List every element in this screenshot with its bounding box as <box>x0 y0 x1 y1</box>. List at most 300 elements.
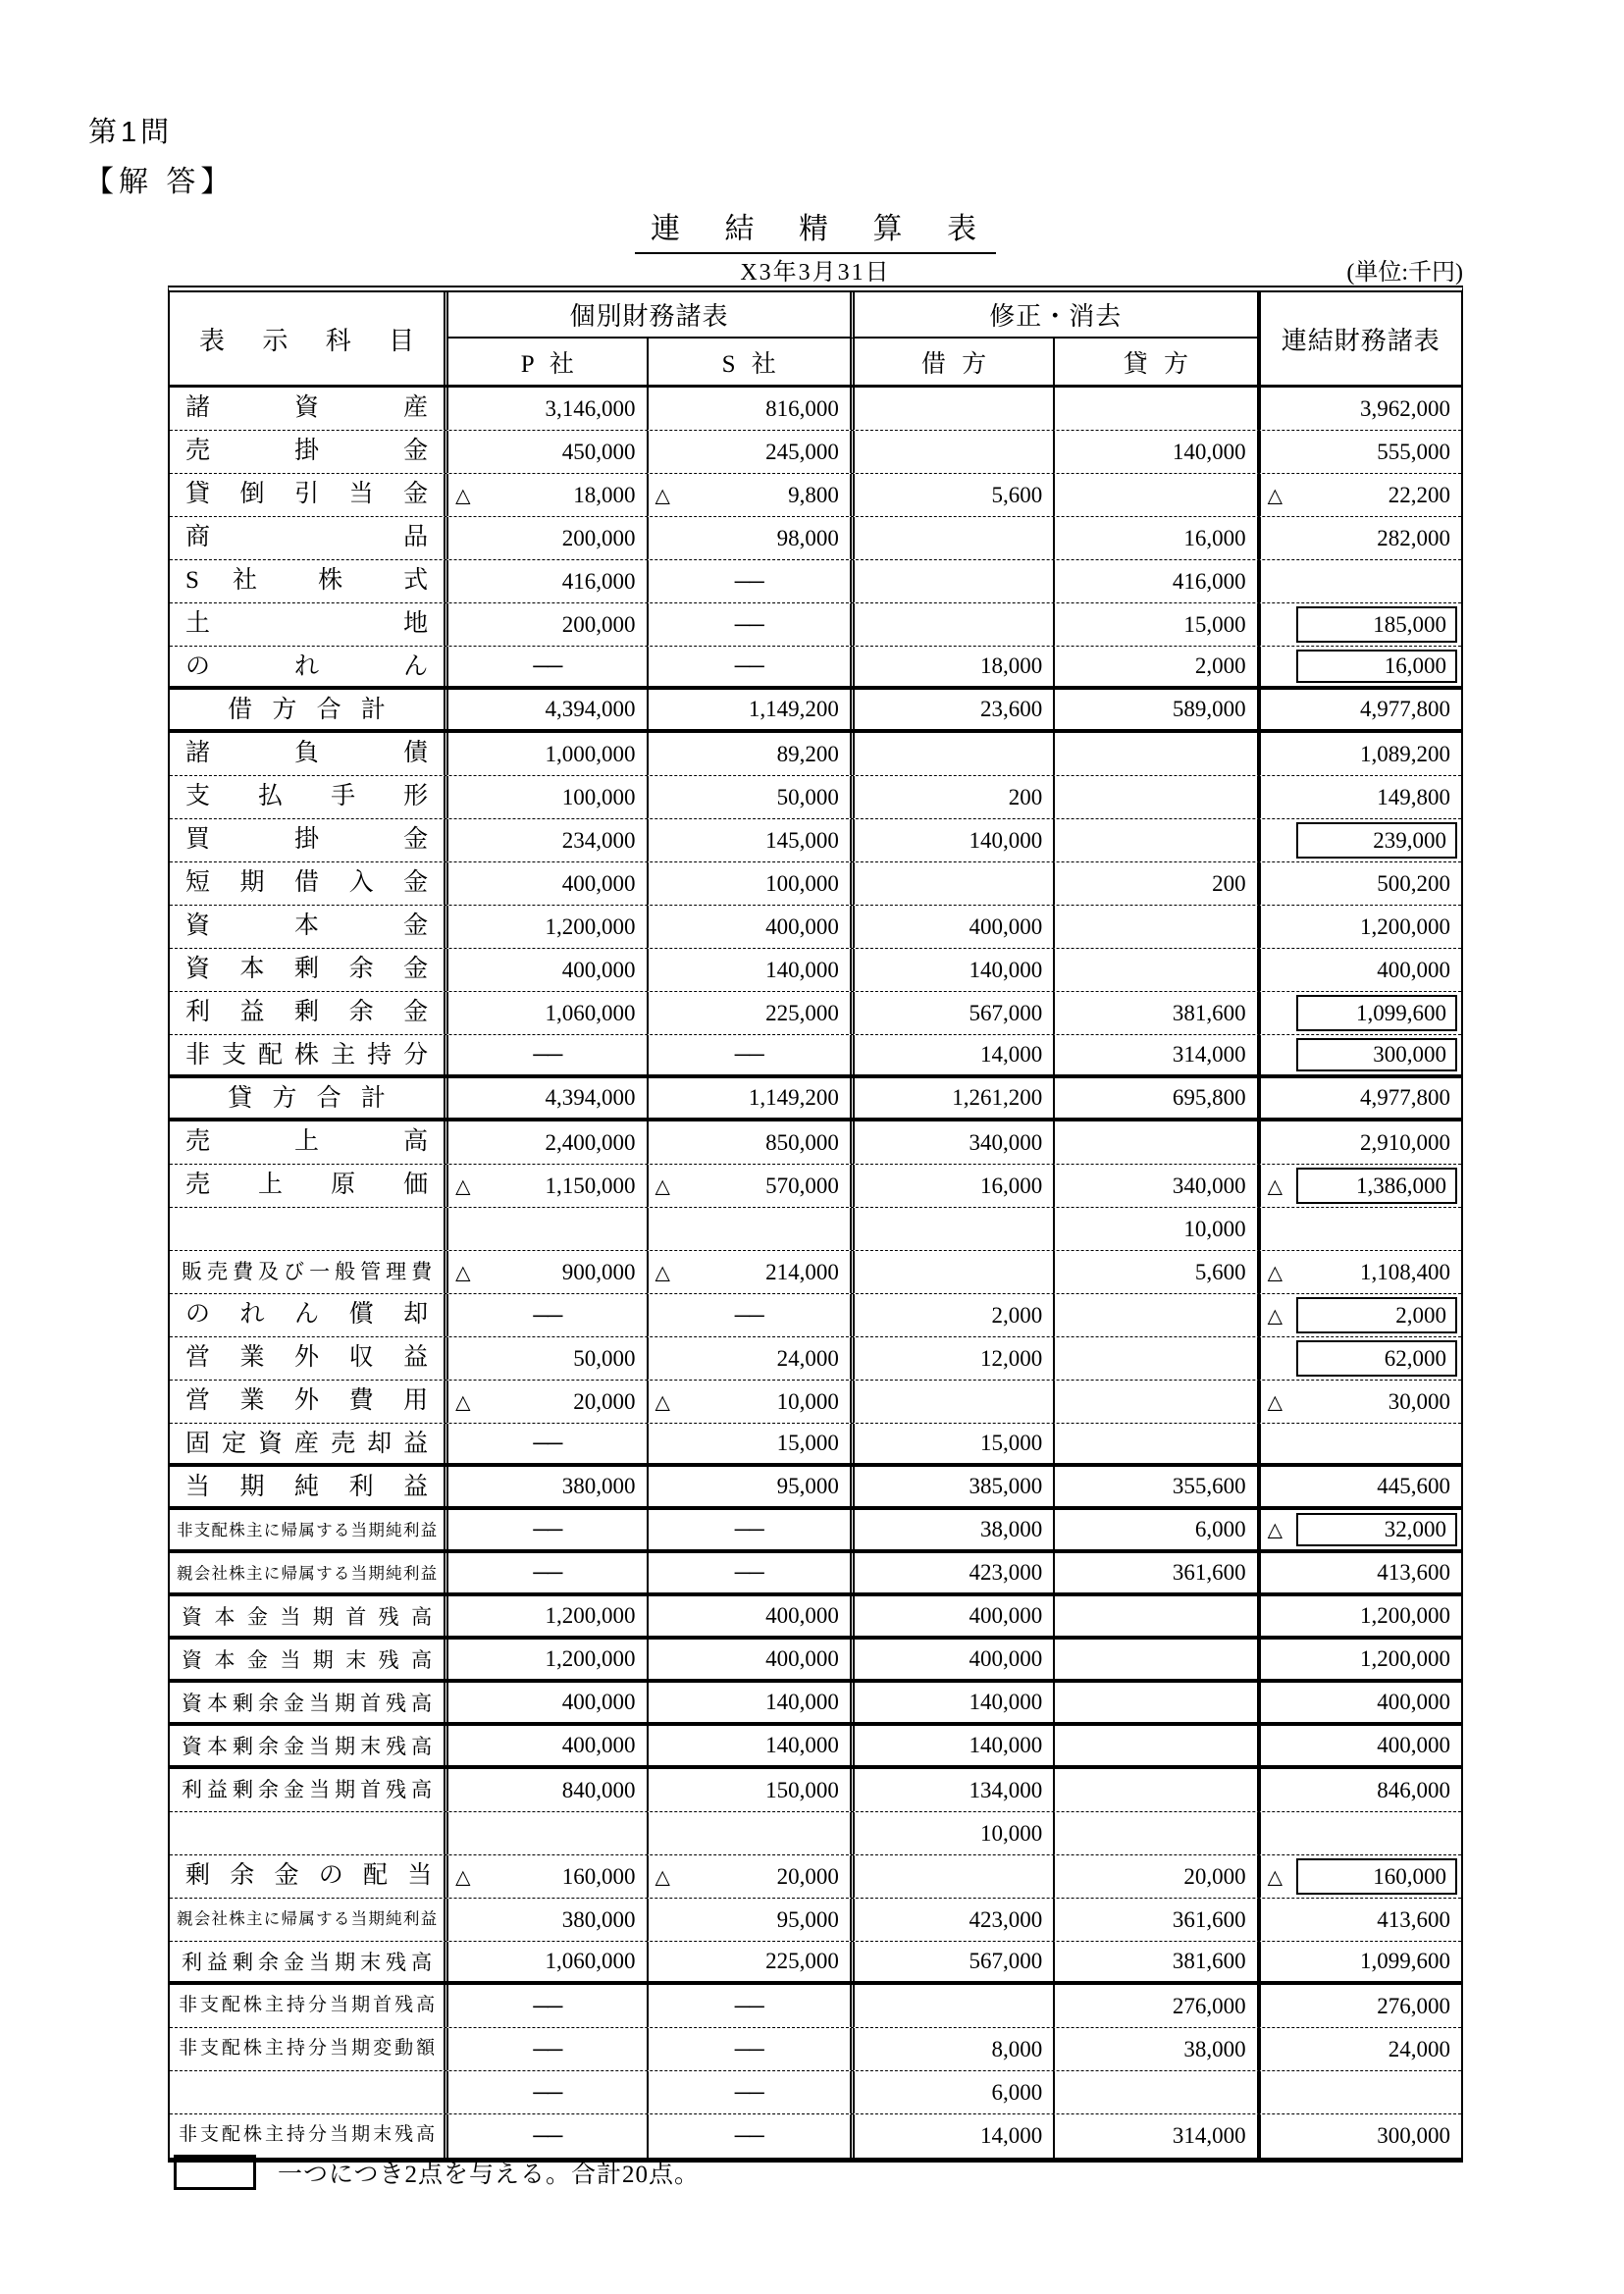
cell-s-company <box>649 1855 855 1898</box>
cell-account-label <box>170 1035 448 1074</box>
scoring-footnote <box>174 2155 700 2190</box>
cell-p-company <box>448 1121 648 1164</box>
cell-account-label <box>170 690 448 729</box>
cell-p-company <box>448 992 648 1034</box>
cell-credit <box>1055 819 1260 861</box>
amount-value: 900,000 <box>561 1259 636 1284</box>
account-label: 支 払 手 形 <box>185 783 429 809</box>
cell-consolidated <box>1261 906 1461 948</box>
cell-s-company <box>649 560 855 602</box>
cell-account-label <box>170 431 448 473</box>
header-adjustments-eliminations: 修正・消去 <box>855 292 1261 339</box>
answer-box <box>1296 1168 1457 1204</box>
amount-value: 10,000 <box>980 1820 1043 1846</box>
cell-s-company <box>649 862 855 905</box>
amount-value: 239,000 <box>1373 827 1446 853</box>
cell-account-label <box>170 1251 448 1293</box>
amount-value: 23,600 <box>980 697 1043 721</box>
triangle-negative-icon: △ <box>1267 485 1283 506</box>
cell-account-label <box>170 2071 448 2113</box>
cell-s-company <box>649 1121 855 1164</box>
cell-consolidated <box>1261 690 1461 729</box>
amount-value: 5,600 <box>991 482 1043 507</box>
cell-p-company <box>448 603 648 646</box>
table-row <box>170 819 1461 862</box>
amount-value: 2,910,000 <box>1359 1129 1450 1155</box>
cell-account-label <box>170 2028 448 2070</box>
amount-value: 200 <box>1008 784 1043 809</box>
cell-p-company <box>448 1467 648 1506</box>
cell-account-label <box>170 949 448 991</box>
cell-account-label <box>170 1596 448 1636</box>
cell-p-company <box>448 1294 648 1336</box>
amount-value: 340,000 <box>969 1129 1043 1155</box>
cell-debit <box>855 1035 1055 1074</box>
amount-value: 10,000 <box>1183 1216 1246 1241</box>
table-row <box>170 1812 1461 1855</box>
triangle-negative-icon: △ <box>1267 1175 1283 1197</box>
amount-value: 416,000 <box>561 568 636 594</box>
table-row <box>170 690 1461 733</box>
table-row <box>170 474 1461 517</box>
cell-s-company <box>649 1165 855 1207</box>
table-row <box>170 1121 1461 1165</box>
amount-value: 361,600 <box>1172 1560 1246 1585</box>
account-label: 資 本 金 <box>185 912 429 939</box>
cell-consolidated <box>1261 1078 1461 1118</box>
table-row <box>170 1596 1461 1640</box>
table-row <box>170 2071 1461 2114</box>
triangle-negative-icon: △ <box>655 1175 670 1197</box>
amount-value: 200,000 <box>561 611 636 637</box>
cell-s-company <box>649 431 855 473</box>
cell-consolidated <box>1261 1208 1461 1250</box>
cell-credit <box>1055 388 1260 430</box>
cell-s-company <box>649 1683 855 1722</box>
triangle-negative-icon: △ <box>455 1175 471 1197</box>
cell-consolidated <box>1261 647 1461 686</box>
cell-p-company <box>448 1812 648 1854</box>
em-dash: ── <box>734 2036 763 2061</box>
cell-consolidated <box>1261 1553 1461 1592</box>
cell-account-label <box>170 1553 448 1592</box>
amount-value: 340,000 <box>1172 1173 1246 1198</box>
amount-value: 6,000 <box>1194 1517 1246 1541</box>
account-label: 資本剰余金当期首残高 <box>182 1692 433 1715</box>
amount-value: 1,108,400 <box>1359 1259 1450 1284</box>
cell-account-label <box>170 1769 448 1811</box>
em-dash: ── <box>533 2036 562 2061</box>
amount-value: 380,000 <box>561 1906 636 1932</box>
cell-credit <box>1055 776 1260 818</box>
cell-debit <box>855 1769 1055 1811</box>
answer-box <box>1296 1858 1457 1895</box>
cell-consolidated <box>1261 1726 1461 1765</box>
cell-p-company <box>448 733 648 775</box>
table-row <box>170 1424 1461 1467</box>
amount-value: 570,000 <box>765 1173 839 1198</box>
cell-credit <box>1055 1510 1260 1549</box>
cell-credit <box>1055 949 1260 991</box>
cell-account-label <box>170 1942 448 1981</box>
account-label: 諸 負 債 <box>185 740 429 766</box>
cell-s-company <box>649 1640 855 1679</box>
dateline <box>168 252 1463 284</box>
table-row <box>170 2114 1461 2158</box>
cell-credit <box>1055 1337 1260 1380</box>
amount-value: 413,600 <box>1377 1560 1450 1585</box>
amount-value: 18,000 <box>980 653 1043 678</box>
header-account-column: 表 示 科 目 <box>170 292 448 385</box>
cell-s-company <box>649 1769 855 1811</box>
cell-consolidated <box>1261 1855 1461 1898</box>
triangle-negative-icon: △ <box>455 1262 471 1283</box>
amount-value: 100,000 <box>765 870 839 896</box>
table-row <box>170 1510 1461 1553</box>
cell-debit <box>855 1121 1055 1164</box>
cell-credit <box>1055 1467 1260 1506</box>
account-label: の れ ん 償 却 <box>185 1301 429 1328</box>
amount-value: 32,000 <box>1384 1517 1446 1541</box>
account-label: 商 品 <box>185 524 429 550</box>
amount-value: 200 <box>1212 870 1246 896</box>
amount-value: 16,000 <box>1384 653 1446 678</box>
cell-p-company <box>448 1985 648 2027</box>
amount-value: 140,000 <box>969 957 1043 982</box>
cell-debit <box>855 1640 1055 1679</box>
amount-value: 5,600 <box>1194 1259 1246 1284</box>
cell-account-label <box>170 733 448 775</box>
amount-value: 816,000 <box>765 395 839 421</box>
cell-consolidated <box>1261 1942 1461 1981</box>
cell-debit <box>855 1467 1055 1506</box>
account-label: 売 上 高 <box>185 1128 429 1155</box>
em-dash: ── <box>734 1042 763 1067</box>
amount-value: 1,261,200 <box>952 1085 1043 1110</box>
account-label: 利 益 剰 余 金 <box>185 999 429 1025</box>
cell-p-company <box>448 906 648 948</box>
cell-consolidated <box>1261 2071 1461 2113</box>
table-row <box>170 1165 1461 1208</box>
cell-credit <box>1055 1985 1260 2027</box>
table-row <box>170 1942 1461 1985</box>
cell-account-label <box>170 1078 448 1118</box>
cell-debit <box>855 1208 1055 1250</box>
cell-s-company <box>649 1208 855 1250</box>
cell-consolidated <box>1261 992 1461 1034</box>
cell-consolidated <box>1261 776 1461 818</box>
cell-account-label <box>170 474 448 516</box>
cell-s-company <box>649 1294 855 1336</box>
amount-value: 1,089,200 <box>1359 741 1450 766</box>
em-dash: ── <box>533 1042 562 1067</box>
cell-credit <box>1055 603 1260 646</box>
amount-value: 16,000 <box>980 1173 1043 1198</box>
amount-value: 140,000 <box>765 1733 839 1757</box>
cell-debit <box>855 1812 1055 1854</box>
amount-value: 276,000 <box>1377 1993 1450 2018</box>
cell-account-label <box>170 819 448 861</box>
cell-account-label <box>170 2114 448 2158</box>
cell-p-company <box>448 474 648 516</box>
amount-value: 400,000 <box>969 913 1043 939</box>
account-label: 短 期 借 入 金 <box>185 869 429 896</box>
cell-s-company <box>649 1553 855 1592</box>
cell-consolidated <box>1261 1985 1461 2027</box>
cell-debit <box>855 1899 1055 1941</box>
cell-s-company <box>649 1035 855 1074</box>
cell-credit <box>1055 1683 1260 1722</box>
amount-value: 400,000 <box>561 1690 636 1714</box>
answer-box <box>1296 1297 1457 1333</box>
account-label: 親会社株主に帰属する当期純利益 <box>177 1909 438 1928</box>
amount-value: 4,977,800 <box>1359 697 1450 721</box>
em-dash: ── <box>734 2079 763 2105</box>
cell-consolidated <box>1261 1510 1461 1549</box>
table-row <box>170 517 1461 560</box>
amount-value: 4,394,000 <box>545 1085 636 1110</box>
amount-value: 423,000 <box>969 1906 1043 1932</box>
consolidation-worksheet-table <box>168 286 1463 2163</box>
cell-debit <box>855 474 1055 516</box>
amount-value: 3,146,000 <box>545 395 636 421</box>
amount-value: 10,000 <box>776 1388 839 1414</box>
cell-consolidated <box>1261 2028 1461 2070</box>
cell-debit <box>855 647 1055 686</box>
em-dash: ── <box>734 1560 763 1585</box>
table-row <box>170 1899 1461 1942</box>
cell-p-company <box>448 1510 648 1549</box>
cell-debit <box>855 1294 1055 1336</box>
answer-heading: 【解 答】 <box>84 166 236 198</box>
amount-value: 22,200 <box>1388 482 1450 507</box>
cell-credit <box>1055 517 1260 559</box>
account-label: 非支配株主持分当期首残高 <box>179 1995 436 2015</box>
amount-value: 1,386,000 <box>1355 1173 1446 1198</box>
amount-value: 385,000 <box>969 1474 1043 1498</box>
cell-debit <box>855 1381 1055 1423</box>
amount-value: 400,000 <box>1377 957 1450 982</box>
amount-value: 1,099,600 <box>1359 1949 1450 1973</box>
cell-account-label <box>170 1683 448 1722</box>
amount-value: 450,000 <box>561 439 636 464</box>
cell-credit <box>1055 733 1260 775</box>
cell-consolidated <box>1261 819 1461 861</box>
amount-value: 300,000 <box>1377 2123 1450 2148</box>
cell-account-label <box>170 560 448 602</box>
header-s-company: S 社 <box>649 339 855 385</box>
cell-p-company <box>448 1078 648 1118</box>
cell-credit <box>1055 1812 1260 1854</box>
cell-consolidated <box>1261 1640 1461 1679</box>
account-label: 借 方 合 計 <box>228 697 386 723</box>
amount-value: 416,000 <box>1172 568 1246 594</box>
amount-value: 1,200,000 <box>1359 913 1450 939</box>
answer-box <box>1296 1038 1457 1071</box>
amount-value: 850,000 <box>765 1129 839 1155</box>
cell-debit <box>855 1985 1055 2027</box>
amount-value: 400,000 <box>969 1603 1043 1628</box>
cell-s-company <box>649 1812 855 1854</box>
em-dash: ── <box>734 1302 763 1328</box>
table-row <box>170 560 1461 603</box>
account-label: 固 定 資 産 売 却 益 <box>185 1431 429 1457</box>
cell-account-label <box>170 647 448 686</box>
cell-debit <box>855 1553 1055 1592</box>
cell-account-label <box>170 1208 448 1250</box>
cell-s-company <box>649 517 855 559</box>
cell-consolidated <box>1261 733 1461 775</box>
em-dash: ── <box>734 653 763 678</box>
amount-value: 18,000 <box>573 482 636 507</box>
cell-consolidated <box>1261 949 1461 991</box>
amount-value: 361,600 <box>1172 1906 1246 1932</box>
answer-box <box>1296 995 1457 1031</box>
cell-consolidated <box>1261 1035 1461 1074</box>
amount-value: 150,000 <box>765 1777 839 1802</box>
cell-s-company <box>649 1726 855 1765</box>
amount-value: 185,000 <box>1373 611 1446 637</box>
cell-s-company <box>649 2071 855 2113</box>
amount-value: 555,000 <box>1377 439 1450 464</box>
cell-p-company <box>448 1208 648 1250</box>
cell-debit <box>855 949 1055 991</box>
cell-account-label <box>170 1294 448 1336</box>
cell-p-company <box>448 1596 648 1636</box>
table-row <box>170 1726 1461 1769</box>
amount-value: 589,000 <box>1172 697 1246 721</box>
table-row <box>170 1251 1461 1294</box>
amount-value: 400,000 <box>1377 1733 1450 1757</box>
triangle-negative-icon: △ <box>655 1262 670 1283</box>
amount-value: 234,000 <box>561 827 636 853</box>
amount-value: 400,000 <box>561 870 636 896</box>
cell-consolidated <box>1261 603 1461 646</box>
cell-consolidated <box>1261 1467 1461 1506</box>
cell-p-company <box>448 1855 648 1898</box>
em-dash: ── <box>734 1517 763 1541</box>
cell-debit <box>855 1510 1055 1549</box>
em-dash: ── <box>734 611 763 637</box>
account-label: 買 掛 金 <box>185 826 429 853</box>
amount-value: 500,200 <box>1377 870 1450 896</box>
cell-account-label <box>170 1812 448 1854</box>
table-row <box>170 733 1461 776</box>
amount-value: 423,000 <box>969 1560 1043 1585</box>
amount-value: 400,000 <box>1377 1690 1450 1714</box>
cell-consolidated <box>1261 517 1461 559</box>
cell-credit <box>1055 1769 1260 1811</box>
table-row <box>170 1855 1461 1899</box>
triangle-negative-icon: △ <box>455 1866 471 1888</box>
cell-debit <box>855 388 1055 430</box>
amount-value: 6,000 <box>991 2079 1043 2105</box>
account-label: 資本金当期末残高 <box>182 1648 433 1672</box>
amount-value: 1,200,000 <box>545 913 636 939</box>
cell-credit <box>1055 560 1260 602</box>
amount-value: 149,800 <box>1377 784 1450 809</box>
cell-p-company <box>448 1726 648 1765</box>
cell-credit <box>1055 690 1260 729</box>
cell-debit <box>855 1596 1055 1636</box>
cell-p-company <box>448 1337 648 1380</box>
cell-credit <box>1055 862 1260 905</box>
amount-value: 15,000 <box>776 1431 839 1455</box>
triangle-negative-icon: △ <box>1267 1305 1283 1327</box>
cell-credit <box>1055 1078 1260 1118</box>
cell-account-label <box>170 603 448 646</box>
amount-value: 14,000 <box>980 2123 1043 2148</box>
amount-value: 314,000 <box>1172 2123 1246 2148</box>
amount-value: 380,000 <box>561 1474 636 1498</box>
cell-credit <box>1055 1035 1260 1074</box>
em-dash: ── <box>533 1431 562 1455</box>
em-dash: ── <box>734 568 763 594</box>
cell-s-company <box>649 647 855 686</box>
cell-credit <box>1055 1640 1260 1679</box>
amount-value: 245,000 <box>765 439 839 464</box>
cell-s-company <box>649 1078 855 1118</box>
unit-note: (単位:千円) <box>1346 260 1463 286</box>
cell-account-label <box>170 1640 448 1679</box>
account-label: 資本剰余金当期末残高 <box>182 1735 433 1758</box>
cell-p-company <box>448 949 648 991</box>
account-label: 営 業 外 収 益 <box>185 1344 429 1371</box>
amount-value: 140,000 <box>765 957 839 982</box>
cell-credit <box>1055 1165 1260 1207</box>
cell-consolidated <box>1261 2114 1461 2158</box>
table-row <box>170 1294 1461 1337</box>
cell-debit <box>855 776 1055 818</box>
cell-credit <box>1055 906 1260 948</box>
cell-p-company <box>448 1424 648 1463</box>
cell-consolidated <box>1261 1424 1461 1463</box>
question-number: 第1問 <box>88 117 174 148</box>
table-row <box>170 949 1461 992</box>
cell-s-company <box>649 906 855 948</box>
cell-s-company <box>649 776 855 818</box>
cell-p-company <box>448 2028 648 2070</box>
cell-p-company <box>448 1381 648 1423</box>
account-label: 当 期 純 利 益 <box>185 1474 429 1500</box>
table-row <box>170 431 1461 474</box>
cell-consolidated <box>1261 1683 1461 1722</box>
amount-value: 400,000 <box>765 913 839 939</box>
cell-p-company <box>448 862 648 905</box>
amount-value: 445,600 <box>1377 1474 1450 1498</box>
score-box-icon <box>174 2155 256 2190</box>
cell-credit <box>1055 1899 1260 1941</box>
cell-p-company <box>448 1035 648 1074</box>
cell-credit <box>1055 2071 1260 2113</box>
header-consolidated-statements: 連結財務諸表 <box>1281 326 1441 355</box>
table-row <box>170 1035 1461 1078</box>
amount-value: 140,000 <box>765 1690 839 1714</box>
table-row <box>170 1640 1461 1683</box>
cell-debit <box>855 517 1055 559</box>
cell-account-label <box>170 906 448 948</box>
amount-value: 8,000 <box>991 2036 1043 2061</box>
cell-account-label <box>170 1121 448 1164</box>
cell-s-company <box>649 2028 855 2070</box>
table-row <box>170 992 1461 1035</box>
cell-account-label <box>170 1726 448 1765</box>
cell-p-company <box>448 1165 648 1207</box>
account-label: 土 地 <box>185 610 429 637</box>
cell-account-label <box>170 776 448 818</box>
table-row <box>170 862 1461 906</box>
cell-s-company <box>649 2114 855 2158</box>
